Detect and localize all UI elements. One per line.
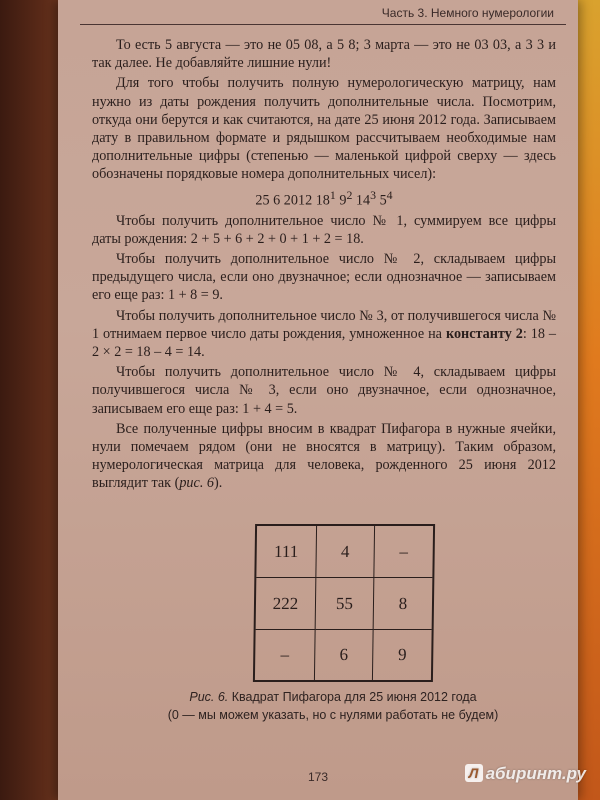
grid-cell-3-1: – xyxy=(255,630,316,680)
grid-cell-2-2: 55 xyxy=(316,578,375,630)
extra-number-4: 5 xyxy=(379,192,387,209)
paragraph-5-text: Чтобы получить дополнительное число № 3, от получившегося числа № 1 отнимаем первое число даты рождения, умноженное на xyxy=(92,307,556,342)
extra-index-2: 2 xyxy=(346,187,353,202)
extra-number-1: 18 xyxy=(315,192,330,209)
running-header: Часть 3. Немного нумерологии xyxy=(381,6,554,20)
paragraph-1: То есть 5 августа — это не 05 08, а 5 8; 3 марта — это не 03 03, а 3 3 и так далее. Не добавляйте лишние нули! xyxy=(92,37,556,72)
figure-reference: рис. 6 xyxy=(179,475,215,492)
paragraph-3: Чтобы получить дополнительное число № 1, суммируем все цифры даты рождения: 2 + 5 + 6 + 2 + 0 + 1 + 2 = 18. xyxy=(92,212,556,247)
paragraph-7-text: Все полученные цифры вносим в квадрат Пифагора в нужные ячейки, нули помечаем рядом (они не вносятся в матрицу). Таким образом, нумерологическая матрица для человека, рожденного 25 июня 2012 выглядит так ( xyxy=(92,420,556,492)
figure-caption xyxy=(118,688,548,724)
grid-cell-1-1: 111 xyxy=(256,526,317,578)
extra-index-4: 4 xyxy=(386,187,393,202)
caption-title: Квадрат Пифагора для 25 июня 2012 года xyxy=(228,690,477,704)
paragraph-4: Чтобы получить дополнительное число № 2, складываем цифры предыдущего числа, если оно двузначное; если однозначное — записываем его еще раз: 1 + 8 = 9. xyxy=(92,250,556,304)
extra-index-3: 3 xyxy=(370,187,377,202)
grid-cell-2-1: 222 xyxy=(256,578,317,630)
labirint-watermark xyxy=(465,764,586,784)
constant-term: константу 2 xyxy=(445,325,523,342)
date-formula xyxy=(92,186,556,210)
grid-cell-3-3: 9 xyxy=(397,645,407,664)
pythagoras-square xyxy=(253,524,435,682)
paragraph-5-formula: : 18 – 2 × 2 = 18 – 4 = 14. xyxy=(92,325,557,360)
extra-number-2: 9 xyxy=(339,192,347,209)
paragraph-7-end: ). xyxy=(214,475,223,492)
caption-line-2: (0 — мы можем указать, но с нулями работать не будем) xyxy=(167,708,499,722)
grid-cell-1-3: – xyxy=(374,526,433,578)
paragraph-6: Чтобы получить дополнительное число № 4, складываем цифры получившегося числа № 3, если оно двузначное, если однозначное, записываем его еще раз: 1 + 4 = 5. xyxy=(92,364,556,417)
formula-base: 25 6 2012 xyxy=(255,192,316,209)
body-text xyxy=(92,36,556,495)
extra-index-1: 1 xyxy=(329,187,336,202)
book-page xyxy=(58,0,578,800)
watermark-text: абиринт.ру xyxy=(485,764,586,783)
grid-cell-1-2: 4 xyxy=(316,526,375,578)
paragraph-2: Для того чтобы получить полную нумерологическую матрицу, нам нужно из даты рождения получить дополнительные числа. Посмотрим, откуда они берутся и как считаются, на дате 25 июня 2012 года. Записываем дату в правильном формате и рядышком рассчитываем необходимые нам дополнительные цифры (степенью — маленькой цифрой сверху — здесь обозначены порядковые номера дополнительных чисел): xyxy=(92,75,556,183)
figure-label: Рис. 6. xyxy=(189,690,229,704)
page-number: 173 xyxy=(307,770,329,784)
header-rule xyxy=(80,24,566,25)
labirint-logo-icon: Л xyxy=(465,764,483,782)
caption-line-1 xyxy=(118,688,548,706)
extra-number-3: 14 xyxy=(355,192,371,209)
paragraph-7 xyxy=(92,420,556,493)
paragraph-5 xyxy=(92,307,556,362)
grid-cell-2-3: 8 xyxy=(374,578,433,630)
grid-cell-3-2: 6 xyxy=(315,630,374,680)
